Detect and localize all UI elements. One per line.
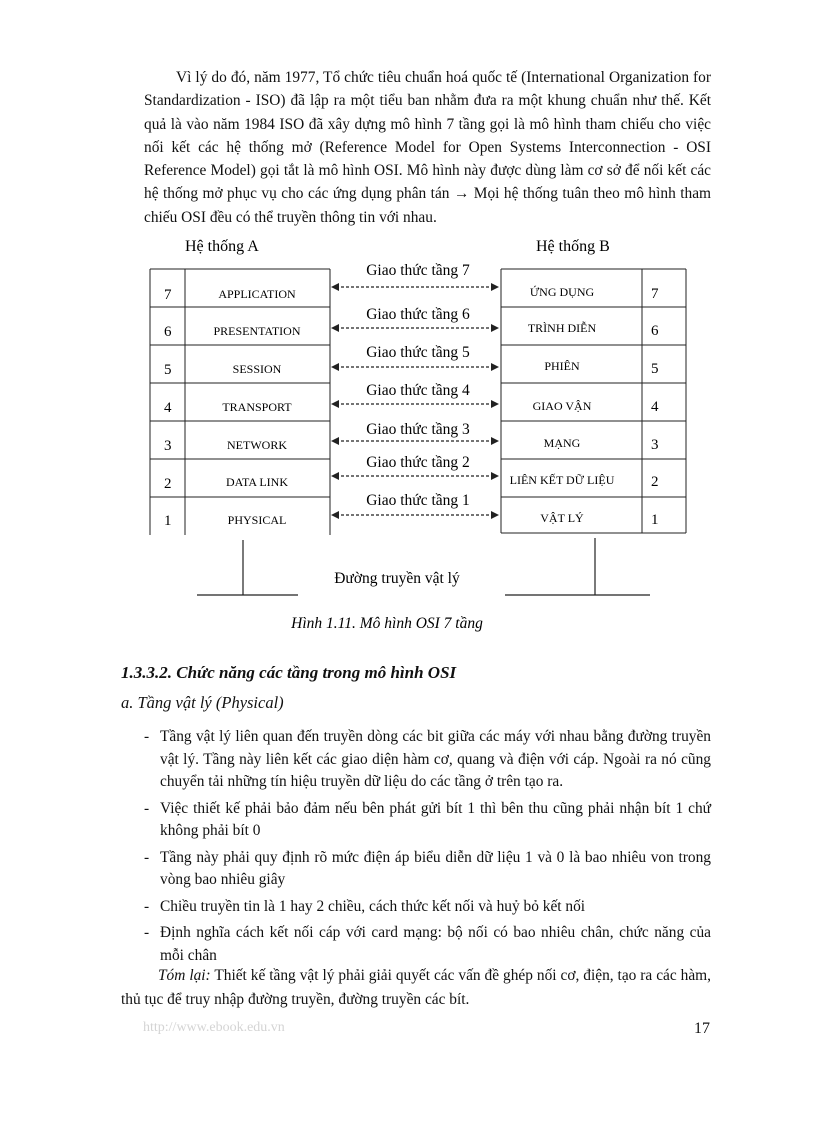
protocol-5-label: Giao thức tầng 5 (366, 344, 470, 361)
figure-caption: Hình 1.11. Mô hình OSI 7 tầng (291, 615, 483, 632)
layer-7-num-a: 7 (164, 287, 172, 303)
physical-medium-label: Đường truyền vật lý (334, 570, 460, 587)
layer-3-num-a: 3 (164, 438, 172, 454)
layer-3-num-b: 3 (651, 437, 659, 453)
layer-4-name-b: GIAO VẬN (532, 399, 592, 413)
layer-3-name-a: NETWORK (227, 438, 287, 452)
protocol-6-label: Giao thức tầng 6 (366, 306, 470, 323)
protocol-3-arrowhead-right (491, 437, 499, 445)
protocol-2-label: Giao thức tầng 2 (366, 454, 470, 471)
layer-2-name-b: LIÊN KẾT DỮ LIỆU (509, 473, 615, 487)
system-b-title: Hệ thống B (536, 238, 610, 255)
protocol-4-label: Giao thức tầng 4 (366, 382, 470, 399)
protocol-2-arrowhead-left (331, 472, 339, 480)
protocol-5-arrowhead-right (491, 363, 499, 371)
layer-6-name-b: TRÌNH DIỄN (527, 321, 597, 335)
summary-text: Thiết kế tầng vật lý phải giải quyết các vấn đề ghép nối cơ, điện, tạo ra các hàm, thủ tục để truy nhập đường truyền, đường truyền các bít. (121, 967, 711, 1008)
list-item: - Tầng vật lý liên quan đến truyền dòng các bit giữa các máy với nhau bằng đường truyền vật lý. Tầng này liên kết các giao diện hàm cơ, quang và điện với cáp. Ngoài ra nó cũng chuyển tải những tín hiệu truyền dữ liệu do các tầng ở trên tạo ra. (144, 726, 711, 794)
layer-7-num-b: 7 (651, 286, 659, 302)
layer-4-num-a: 4 (164, 400, 172, 416)
protocol-7-label: Giao thức tầng 7 (366, 262, 470, 279)
list-item: - Tầng này phải quy định rõ mức điện áp biểu diễn dữ liệu 1 và 0 là bao nhiêu von trong vòng bao nhiêu giây (144, 847, 711, 892)
layer-6-name-a: PRESENTATION (213, 324, 301, 338)
layer-4-num-b: 4 (651, 399, 659, 415)
protocol-6-arrowhead-left (331, 324, 339, 332)
protocol-3-arrowhead-left (331, 437, 339, 445)
watermark-url: http://www.ebook.edu.vn (143, 1020, 285, 1035)
protocol-2-arrowhead-right (491, 472, 499, 480)
list-item: - Định nghĩa cách kết nối cáp với card mạng: bộ nối có bao nhiêu chân, chức năng của mỗi chân (144, 922, 711, 967)
layer-5-name-a: SESSION (232, 362, 282, 376)
layer-1-num-a: 1 (164, 513, 172, 529)
osi-diagram (0, 228, 816, 640)
layer-5-num-a: 5 (164, 362, 172, 378)
protocol-4-arrowhead-right (491, 400, 499, 408)
layer-5-num-b: 5 (651, 361, 659, 377)
intro-paragraph: Vì lý do đó, năm 1977, Tổ chức tiêu chuẩn hoá quốc tế (International Organization for Standardization - ISO) đã lập ra một tiểu ban nhằm đưa ra một khung chuẩn như thế. Kết quả là vào năm 1984 ISO đã xây dựng mô hình 7 tầng gọi là mô hình tham chiếu cho việc nối kết các hệ thống mở (Reference Model for Open Systems Interconnection - OSI Reference Model) gọi tắt là mô hình OSI. Mô hình này được dùng làm cơ sở để nối kết các hệ thống mở phục vụ cho các ứng dụng phân tán → Mọi hệ thống tuân theo mô hình tham chiếu OSI đều có thể truyền thông tin với nhau. (144, 69, 711, 226)
layer-4-name-a: TRANSPORT (222, 400, 292, 414)
layer-1-name-a: PHYSICAL (227, 513, 287, 527)
page-number: 17 (694, 1020, 710, 1037)
list-item: - Việc thiết kế phải bảo đảm nếu bên phát gửi bít 1 thì bên thu cũng phải nhận bít 1 chứ không phải bít 0 (144, 798, 711, 843)
protocol-7-arrowhead-left (331, 283, 339, 291)
layer-7-name-a: APPLICATION (218, 287, 296, 301)
summary-label: Tóm lại: (158, 967, 211, 984)
layer-3-name-b: MẠNG (543, 436, 581, 450)
layer-1-num-b: 1 (651, 512, 659, 528)
layer-1-name-b: VẬT LÝ (540, 511, 584, 525)
section-heading: 1.3.3.2. Chức năng các tầng trong mô hình OSI (121, 663, 457, 682)
protocol-6-arrowhead-right (491, 324, 499, 332)
layer-2-num-b: 2 (651, 474, 659, 490)
layer-2-name-a: DATA LINK (225, 475, 289, 489)
layer-2-num-a: 2 (164, 476, 172, 492)
protocol-1-arrowhead-right (491, 511, 499, 519)
list-item: - Chiều truyền tin là 1 hay 2 chiều, cách thức kết nối và huỷ bỏ kết nối (144, 896, 711, 919)
protocol-1-label: Giao thức tầng 1 (366, 492, 470, 509)
layer-5-name-b: PHIÊN (544, 359, 580, 373)
protocol-7-arrowhead-right (491, 283, 499, 291)
protocol-1-arrowhead-left (331, 511, 339, 519)
layer-6-num-b: 6 (651, 323, 659, 339)
system-a-title: Hệ thống A (185, 238, 259, 255)
layer-7-name-b: ỨNG DỤNG (529, 285, 595, 299)
protocol-4-arrowhead-left (331, 400, 339, 408)
section-subheading: a. Tầng vật lý (Physical) (121, 693, 284, 712)
summary-paragraph (121, 964, 711, 1012)
protocol-3-label: Giao thức tầng 3 (366, 421, 470, 438)
protocol-5-arrowhead-left (331, 363, 339, 371)
layer-6-num-a: 6 (164, 324, 172, 340)
physical-layer-bullets (144, 726, 711, 971)
